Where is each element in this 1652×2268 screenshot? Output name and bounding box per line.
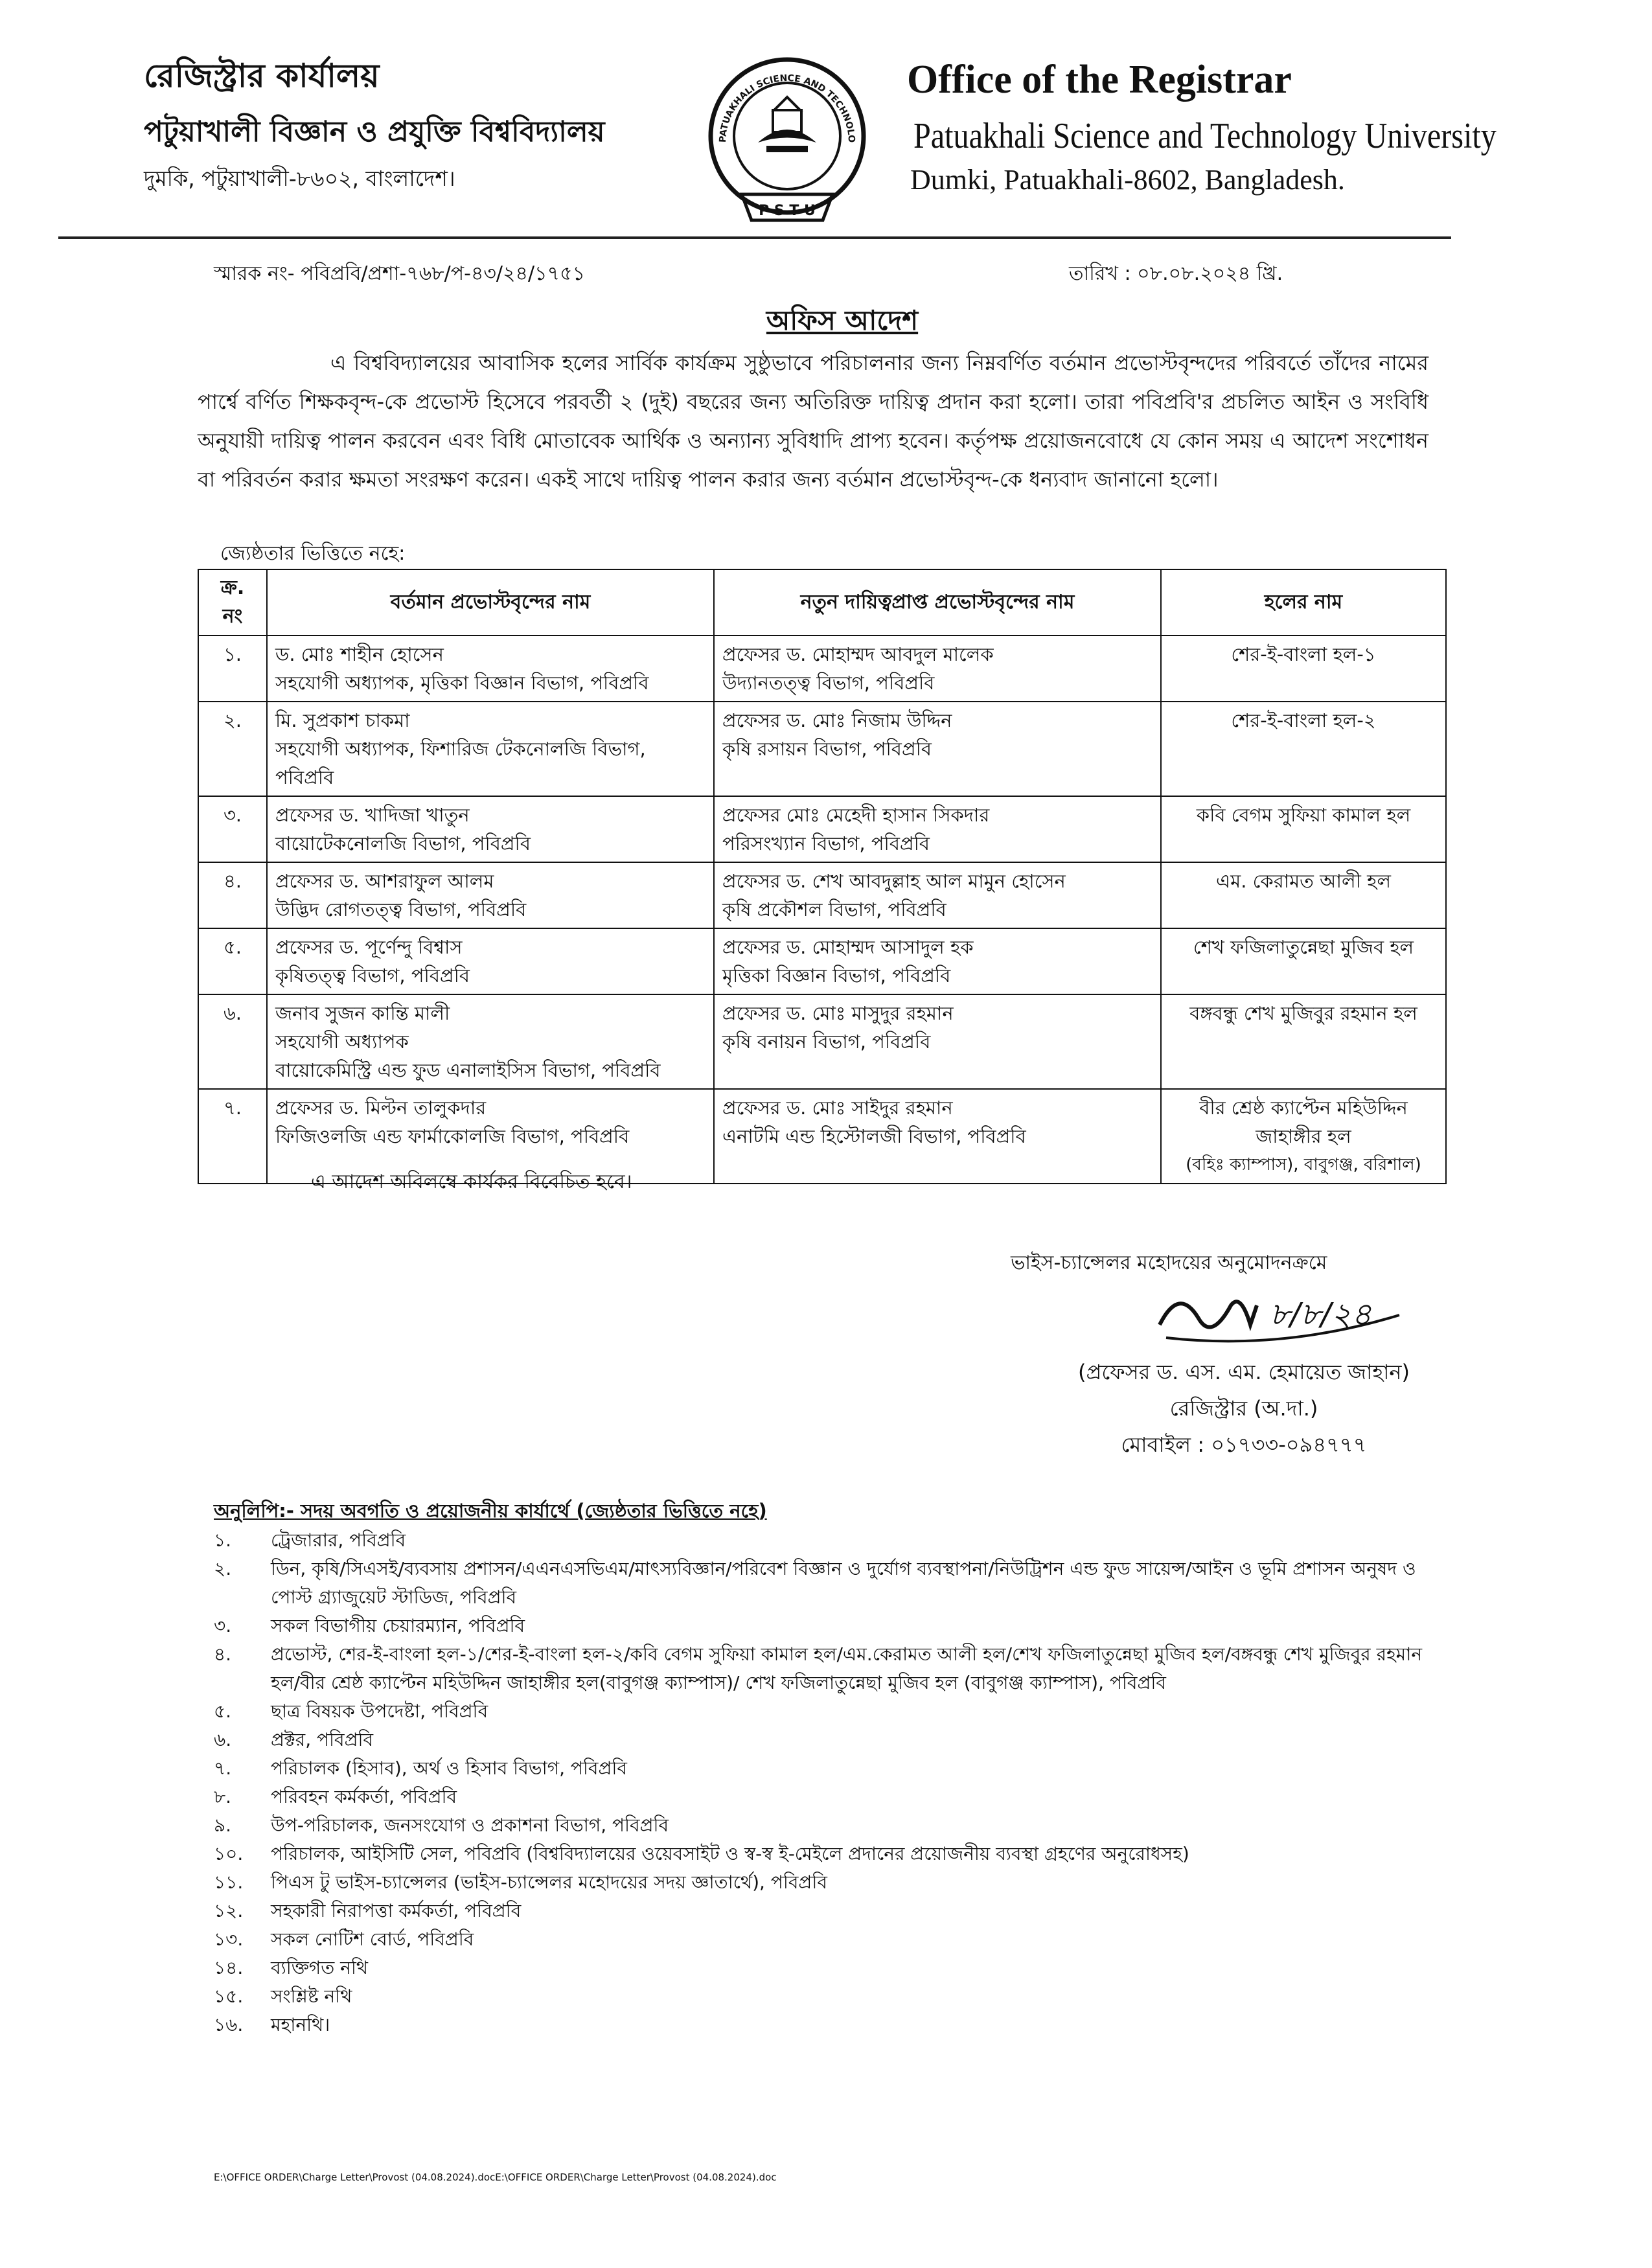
row-new-provost: প্রফেসর ড. মোঃ নিজাম উদ্দিন কৃষি রসায়ন বিভাগ, পবিপ্রবি: [714, 702, 1161, 796]
copies-list: [214, 1526, 1445, 2039]
row-hall: কবি বেগম সুফিয়া কামাল হল: [1161, 796, 1446, 862]
table-row: [198, 702, 1446, 796]
en-university-name: Patuakhali Science and Technology University: [913, 116, 1497, 156]
list-item: ২. ডিন, কৃষি/সিএসই/ব্যবসায় প্রশাসন/এএনএসভিএম/মাৎস্যবিজ্ঞান/পরিবেশ বিজ্ঞান ও দুর্যোগ ব্যবস্থাপনা/নিউট্রিশন এন্ড ফুড সায়েন্স/আইন ও ভূমি প্রশাসন অনুষদ ও পোস্ট গ্র্যাজুয়েট স্টাডিজ, পবিপ্রবি: [214, 1558, 1416, 1608]
table-row: [198, 994, 1446, 1089]
row-hall: বঙ্গবন্ধু শেখ মুজিবুর রহমান হল: [1161, 994, 1446, 1089]
row-serial: ৫.: [198, 928, 267, 994]
svg-text:PATUAKHALI SCIENCE AND TECHNOL: PATUAKHALI SCIENCE AND TECHNOLO: [717, 73, 857, 143]
row-current-provost: প্রফেসর ড. খাদিজা খাতুন বায়োটেকনোলজি বিভাগ, পবিপ্রবি: [267, 796, 714, 862]
row-current-provost: ড. মোঃ শাহীন হোসেন সহযোগী অধ্যাপক, মৃত্তিকা বিজ্ঞান বিভাগ, পবিপ্রবি: [267, 636, 714, 702]
table-row: [198, 862, 1446, 928]
svg-text:P S T U: P S T U: [759, 203, 816, 219]
bn-office-title: রেজিস্ট্রার কার্যালয়: [144, 57, 380, 95]
row-serial: ১.: [198, 636, 267, 702]
approval-note: ভাইস-চ্যান্সেলর মহোদয়ের অনুমোদনক্রমে: [1011, 1252, 1327, 1274]
header-hall: হলের নাম: [1161, 569, 1446, 636]
signatory-designation: রেজিস্ট্রার (অ.দা.): [1169, 1396, 1318, 1421]
row-new-provost: প্রফেসর ড. মোঃ সাইদুর রহমান এনাটমি এন্ড হিস্টোলজী বিভাগ, পবিপ্রবি: [714, 1089, 1161, 1184]
list-item: ৯. উপ-পরিচালক, জনসংযোগ ও প্রকাশনা বিভাগ, পবিপ্রবি: [214, 1815, 669, 1836]
provost-table-wrapper: [198, 569, 1447, 1184]
body-paragraph: এ বিশ্ববিদ্যালয়ের আবাসিক হলের সার্বিক কার্যক্রম সুষ্ঠুভাবে পরিচালনার জন্য নিম্নবর্ণিত বর্তমান প্রভোস্টবৃন্দদের পরিবর্তে তাঁদের নামের পার্শ্বে বর্ণিত শিক্ষকবৃন্দ-কে প্রভোস্ট হিসেবে পরবর্তী ২ (দুই) বছরের জন্য অতিরিক্ত দায়িত্ব প্রদান করা হলো। তারা পবিপ্রবি'র প্রচলিত আইন ও সংবিধি অনুযায়ী দায়িত্ব পালন করবেন এবং বিধি মোতাবেক আর্থিক ও অন্যান্য সুবিধাদি প্রাপ্য হবেন। কর্তৃপক্ষ প্রয়োজনবোধে যে কোন সময় এ আদেশ সংশোধন বা পরিবর্তন করার ক্ষমতা সংরক্ষণ করেন। একই সাথে দায়িত্ব পালন করার জন্য বর্তমান প্রভোস্টবৃন্দ-কে ধন্যবাদ জানানো হলো।: [198, 350, 1428, 492]
row-serial: ৩.: [198, 796, 267, 862]
row-hall: বীর শ্রেষ্ঠ ক্যাপ্টেন মহিউদ্দিন জাহাঙ্গীর হল (বহিঃ ক্যাম্পাস), বাবুগঞ্জ, বরিশাল): [1161, 1089, 1446, 1184]
row-serial: ৪.: [198, 862, 267, 928]
seniority-note: জ্যেষ্ঠতার ভিত্তিতে নহে:: [220, 542, 406, 565]
row-hall: শেখ ফজিলাতুন্নেছা মুজিব হল: [1161, 928, 1446, 994]
provost-table: [198, 569, 1447, 1184]
table-row: [198, 796, 1446, 862]
svg-text:৮/৮/২৪: ৮/৮/২৪: [1270, 1296, 1371, 1333]
row-hall: শের-ই-বাংলা হল-১: [1161, 636, 1446, 702]
memo-date: তারিখ : ০৮.০৮.২০২৪ খ্রি.: [1069, 262, 1283, 285]
university-logo: [696, 45, 878, 233]
signatory-name: (প্রফেসর ড. এস. এম. হেমায়েত জাহান): [1077, 1360, 1410, 1384]
list-item: ১৪. ব্যক্তিগত নথি: [214, 1957, 369, 1978]
list-item: ৬. প্রক্টর, পবিপ্রবি: [214, 1729, 374, 1750]
list-item: ৮. পরিবহন কর্মকর্তা, পবিপ্রবি: [214, 1786, 457, 1807]
header-new-provost: নতুন দায়িত্বপ্রাপ্ত প্রভোস্টবৃন্দের নাম: [714, 569, 1161, 636]
list-item: ১২. সহকারী নিরাপত্তা কর্মকর্তা, পবিপ্রবি: [214, 1900, 522, 1921]
memo-number: স্মারক নং- পবিপ্রবি/প্রশা-৭৬৮/প-৪৩/২৪/১৭৫১: [214, 262, 586, 285]
row-current-provost: জনাব সুজন কান্তি মালী সহযোগী অধ্যাপক বায়োকেমিস্ট্রি এন্ড ফুড এনালাইসিস বিভাগ, পবিপ্রবি: [267, 994, 714, 1089]
row-new-provost: প্রফেসর ড. মোহাম্মদ আবদুল মালেক উদ্যানতত্ত্ব বিভাগ, পবিপ্রবি: [714, 636, 1161, 702]
row-serial: ২.: [198, 702, 267, 796]
list-item: ১৩. সকল নোটিশ বোর্ড, পবিপ্রবি: [214, 1929, 474, 1950]
list-item: ১১. পিএস টু ভাইস-চ্যান্সেলর (ভাইস-চ্যান্সেলর মহোদয়ের সদয় জ্ঞাতার্থে), পবিপ্রবি: [214, 1872, 827, 1893]
en-office-title: Office of the Registrar: [907, 58, 1292, 102]
en-address: Dumki, Patuakhali-8602, Bangladesh.: [910, 164, 1345, 196]
footer-file-path: E:\OFFICE ORDER\Charge Letter\Provost (04.08.2024).docE:\OFFICE ORDER\Charge Letter\Provost (04.08.2024).doc: [214, 2171, 777, 2183]
effect-note: এ আদেশ অবিলম্বে কার্যকর বিবেচিত হবে।: [311, 1171, 632, 1193]
header-current-provost: বর্তমান প্রভোস্টবৃন্দের নাম: [267, 569, 714, 636]
row-current-provost: মি. সুপ্রকাশ চাকমা সহযোগী অধ্যাপক, ফিশারিজ টেকনোলজি বিভাগ, পবিপ্রবি: [267, 702, 714, 796]
list-item: ৪. প্রভোস্ট, শের-ই-বাংলা হল-১/শের-ই-বাংলা হল-২/কবি বেগম সুফিয়া কামাল হল/এম.কেরামত আলী হল/শেখ ফজিলাতুন্নেছা মুজিব হল/বঙ্গবন্ধু শেখ মুজিবুর রহমান হল/বীর শ্রেষ্ঠ ক্যাপ্টেন মহিউদ্দিন জাহাঙ্গীর হল(বাবুগঞ্জ ক্যাম্পাস)/ শেখ ফজিলাতুন্নেছা মুজিব হল (বাবুগঞ্জ ক্যাম্পাস), পবিপ্রবি: [214, 1644, 1423, 1693]
bn-address: দুমকি, পটুয়াখালী-৮৬০২, বাংলাদেশ।: [144, 166, 455, 191]
table-row: [198, 928, 1446, 994]
row-hall: এম. কেরামত আলী হল: [1161, 862, 1446, 928]
signatory-block: [1011, 1354, 1477, 1463]
row-serial: ৭.: [198, 1089, 267, 1184]
row-hall: শের-ই-বাংলা হল-২: [1161, 702, 1446, 796]
row-current-provost: প্রফেসর ড. পূর্ণেন্দু বিশ্বাস কৃষিতত্ত্ব বিভাগ, পবিপ্রবি: [267, 928, 714, 994]
table-header-row: [198, 569, 1446, 636]
row-new-provost: প্রফেসর ড. শেখ আবদুল্লাহ আল মামুন হোসেন কৃষি প্রকৌশল বিভাগ, পবিপ্রবি: [714, 862, 1161, 928]
row-current-provost: প্রফেসর ড. মিল্টন তালুকদার ফিজিওলজি এন্ড ফার্মাকোলজি বিভাগ, পবিপ্রবি: [267, 1089, 714, 1184]
list-item: ১. ট্রেজারার, পবিপ্রবি: [214, 1529, 406, 1551]
list-item: ৩. সকল বিভাগীয় চেয়ারম্যান, পবিপ্রবি: [214, 1615, 525, 1636]
row-new-provost: প্রফেসর মোঃ মেহেদী হাসান সিকদার পরিসংখ্যান বিভাগ, পবিপ্রবি: [714, 796, 1161, 862]
page-title: অফিস আদেশ: [766, 304, 919, 336]
row-new-provost: প্রফেসর ড. মোহাম্মদ আসাদুল হক মৃত্তিকা বিজ্ঞান বিভাগ, পবিপ্রবি: [714, 928, 1161, 994]
list-item: ১৬. মহানথি।: [214, 2014, 330, 2035]
university-seal-icon: [696, 45, 878, 233]
header-divider: [58, 236, 1451, 239]
row-current-provost: প্রফেসর ড. আশরাফুল আলম উদ্ভিদ রোগতত্ত্ব বিভাগ, পবিপ্রবি: [267, 862, 714, 928]
table-row: [198, 636, 1446, 702]
list-item: ৫. ছাত্র বিষয়ক উপদেষ্টা, পবিপ্রবি: [214, 1701, 488, 1722]
header-serial: ক্র. নং: [198, 569, 267, 636]
copies-heading: অনুলিপি:- সদয় অবগতি ও প্রয়োজনীয় কার্যার্থে (জ্যেষ্ঠতার ভিত্তিতে নহে): [214, 1500, 767, 1522]
signature-mark: [1153, 1279, 1412, 1357]
list-item: ১৫. সংশ্লিষ্ট নথি: [214, 1986, 352, 2007]
row-serial: ৬.: [198, 994, 267, 1089]
list-item: ১০. পরিচালক, আইসিটি সেল, পবিপ্রবি (বিশ্ববিদ্যালয়ের ওয়েবসাইট ও স্ব-স্ব ই-মেইলে প্রদানের প্রয়োজনীয় ব্যবস্থা গ্রহণের অনুরোধসহ): [214, 1843, 1189, 1864]
handwritten-signature: [1153, 1279, 1412, 1357]
list-item: ৭. পরিচালক (হিসাব), অর্থ ও হিসাব বিভাগ, পবিপ্রবি: [214, 1758, 628, 1779]
signatory-mobile: মোবাইল : ০১৭৩৩-০৯৪৭৭৭: [1121, 1432, 1367, 1457]
bn-university-name: পটুয়াখালী বিজ্ঞান ও প্রযুক্তি বিশ্ববিদ্যালয়: [144, 115, 605, 148]
row-new-provost: প্রফেসর ড. মোঃ মাসুদুর রহমান কৃষি বনায়ন বিভাগ, পবিপ্রবি: [714, 994, 1161, 1089]
